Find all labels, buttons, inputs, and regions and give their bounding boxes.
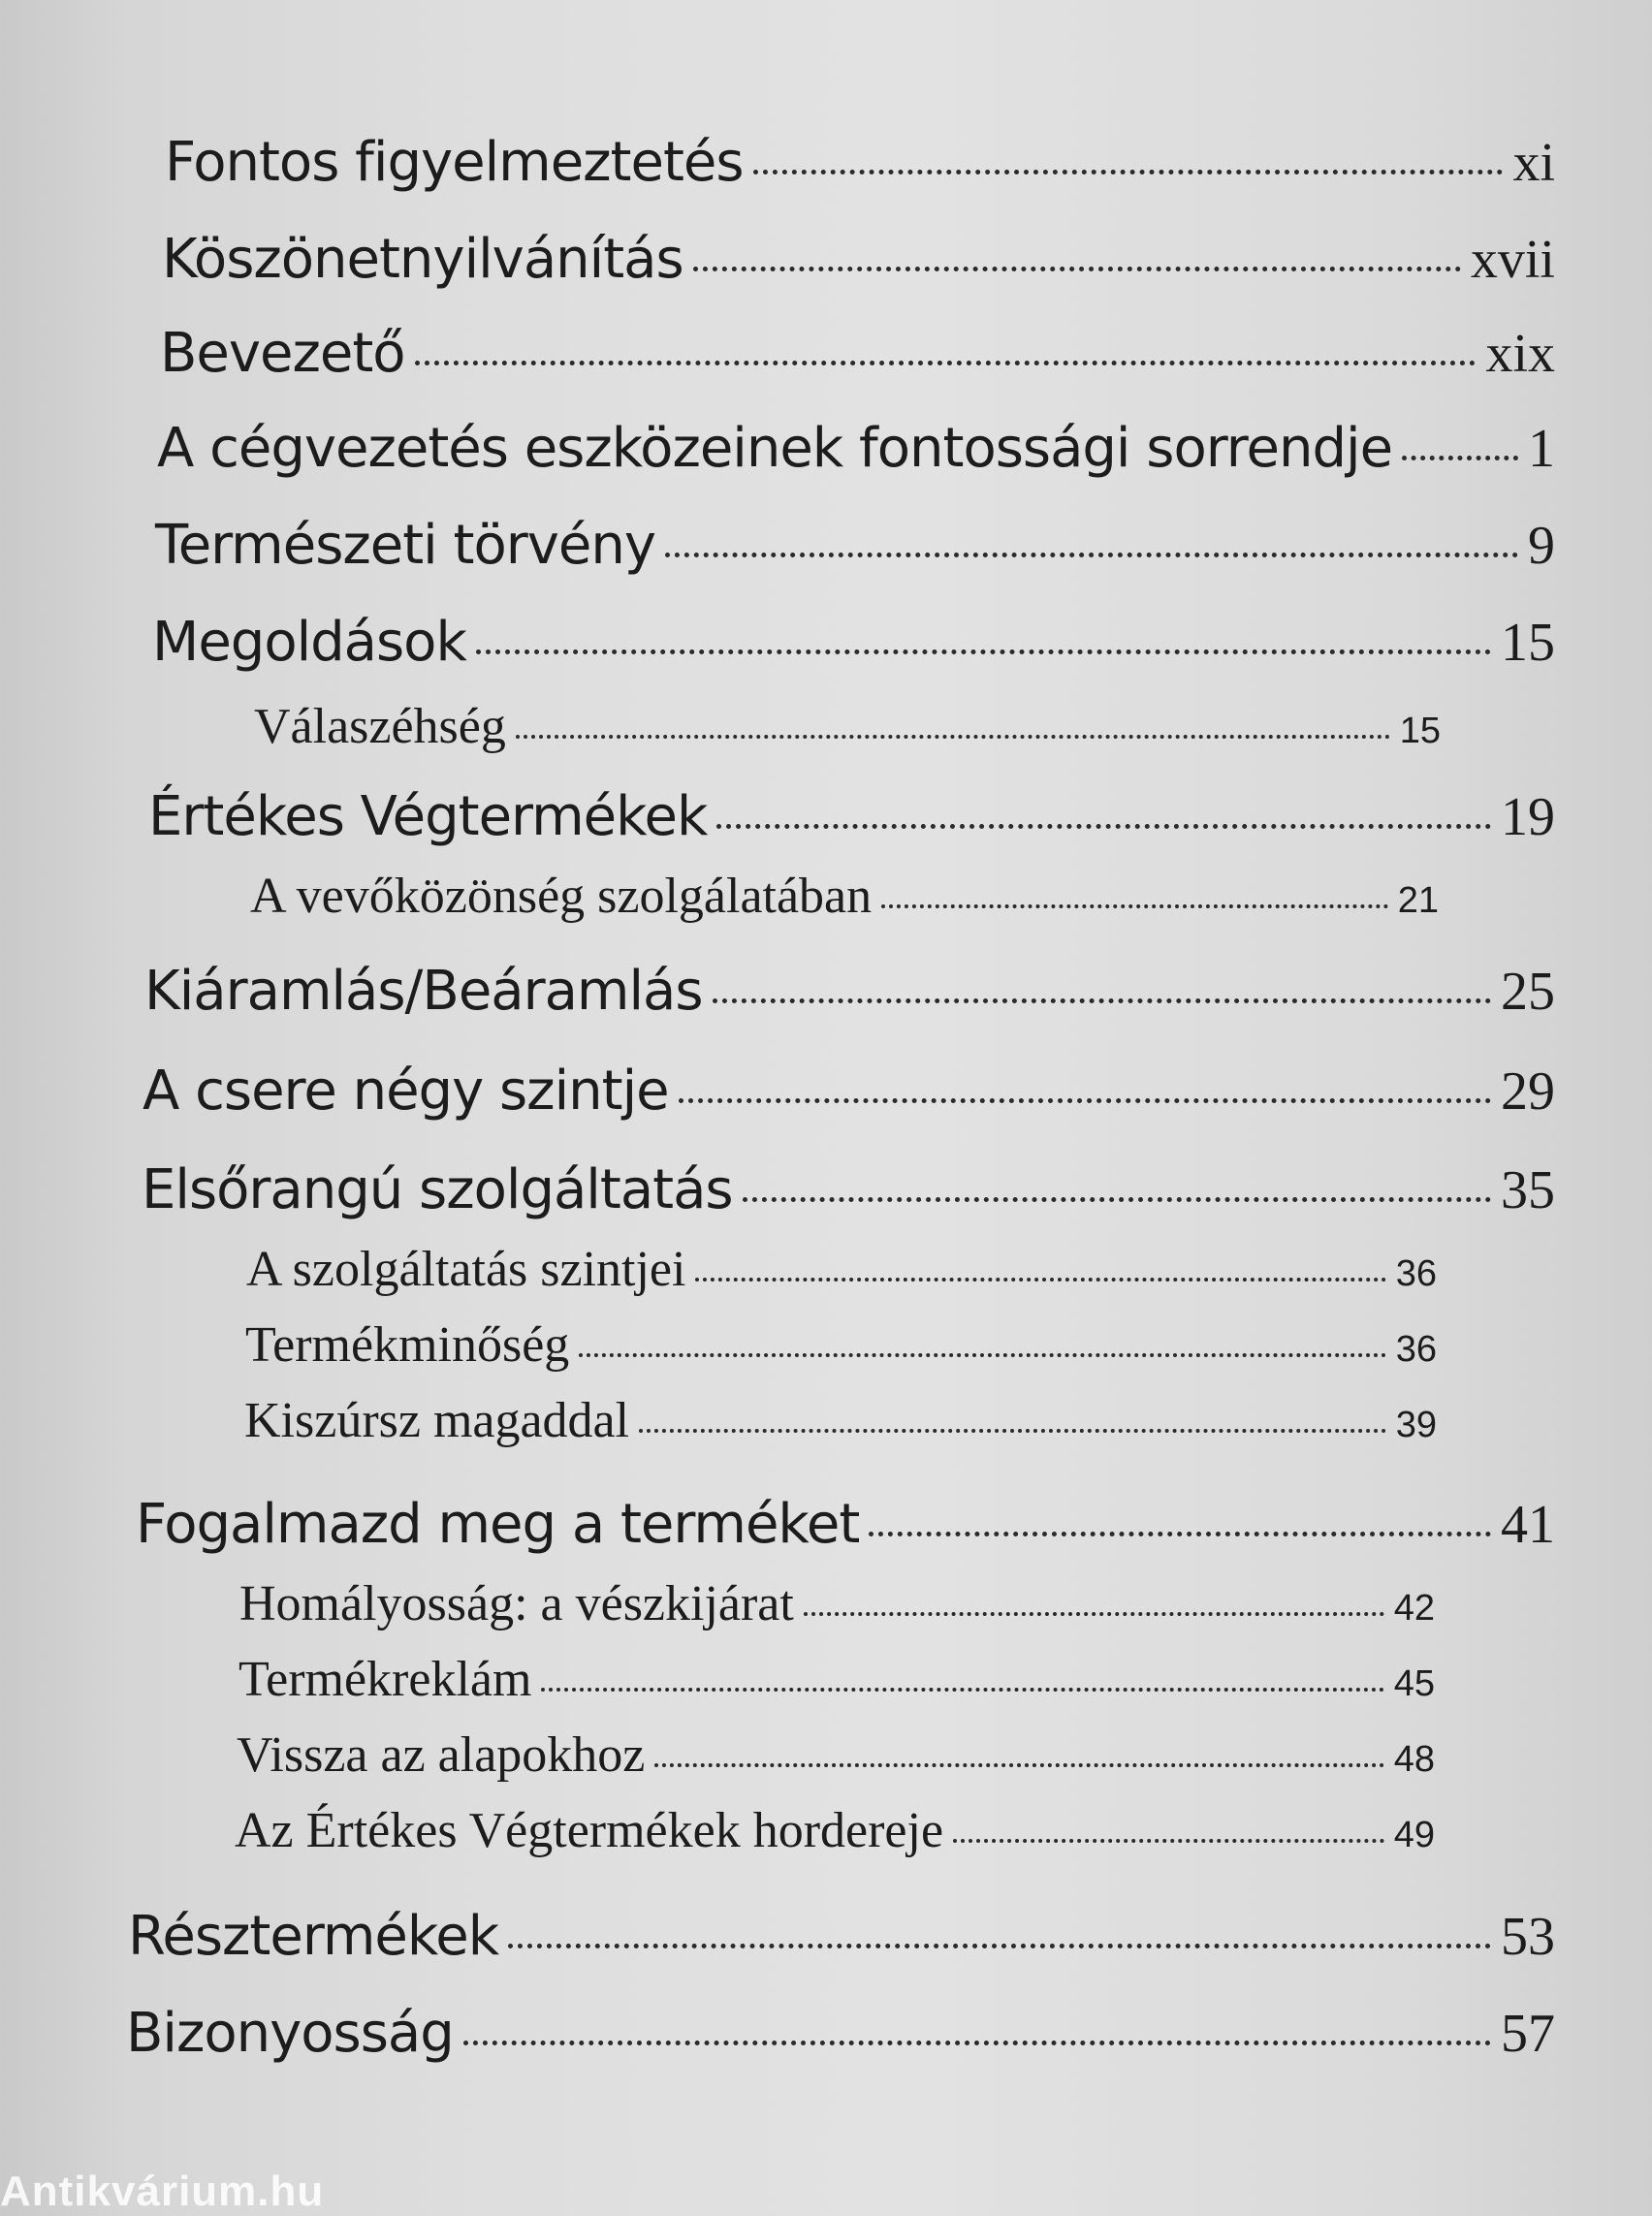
toc-subentry: [238, 1651, 1435, 1708]
toc-entry-title: Elsőrangú szolgáltatás: [142, 1158, 733, 1221]
dot-leader: [508, 1944, 1491, 1948]
toc-entry-title: Kiáramlás/Beáramlás: [144, 960, 703, 1023]
toc-entry-title: Termékreklám: [238, 1652, 532, 1707]
dot-leader: [516, 735, 1390, 739]
dot-leader: [869, 1532, 1491, 1536]
toc-entry-title: Vissza az alapokhoz: [237, 1727, 646, 1783]
toc-entry: [162, 228, 1555, 291]
toc-entry-title: A cégvezetés eszközeinek fontossági sorrendje: [157, 417, 1393, 480]
toc-subentry: [250, 868, 1439, 925]
dot-leader: [804, 1612, 1384, 1616]
toc-entry-page: 36: [1395, 1329, 1437, 1370]
dot-leader: [1402, 456, 1518, 460]
toc-entry: [128, 1905, 1555, 1968]
toc-entry-page: 57: [1501, 2004, 1555, 2064]
dot-leader: [716, 824, 1491, 829]
dot-leader: [743, 1197, 1491, 1202]
toc-entry-title: Az Értékes Végtermékek hordereje: [235, 1803, 944, 1858]
dot-leader: [463, 2041, 1491, 2045]
toc-entry-title: Köszönetnyilvánítás: [162, 228, 683, 291]
toc-subentry: [254, 698, 1441, 755]
dot-leader: [713, 998, 1491, 1003]
toc-entry-page: 42: [1393, 1588, 1435, 1629]
toc-entry-title: A vevőközönség szolgálatában: [250, 869, 873, 924]
toc-entry-title: Bevezető: [160, 322, 405, 385]
toc-entry-page: 41: [1501, 1495, 1555, 1555]
toc-entry-page: 45: [1393, 1663, 1435, 1704]
dot-leader: [665, 553, 1518, 557]
toc-entry: [157, 417, 1555, 480]
dot-leader: [753, 170, 1504, 174]
dot-leader: [541, 1688, 1383, 1692]
dot-leader: [415, 361, 1477, 365]
toc-entry-title: A csere négy szintje: [143, 1060, 669, 1123]
dot-leader: [476, 649, 1491, 654]
toc-entry-page: 1: [1528, 419, 1555, 479]
toc-entry-page: 53: [1501, 1907, 1555, 1967]
toc-entry-title: Résztermékek: [128, 1905, 499, 1968]
toc-entry-page: 39: [1395, 1405, 1437, 1445]
dot-leader: [654, 1763, 1383, 1767]
toc-entry-title: Természeti törvény: [155, 514, 655, 577]
toc-entry-title: Fontos figyelmeztetés: [165, 131, 744, 194]
dot-leader: [693, 267, 1461, 271]
toc-entry-page: 19: [1501, 787, 1555, 847]
toc-entry: [143, 1060, 1555, 1123]
toc-subentry: [235, 1802, 1435, 1859]
toc-subentry: [239, 1575, 1435, 1632]
toc-entry-page: xix: [1485, 324, 1555, 384]
toc-entry-page: xi: [1512, 133, 1555, 193]
dot-leader: [679, 1098, 1491, 1103]
toc-entry-page: 15: [1399, 711, 1441, 751]
toc-entry-title: Homályosság: a vészkijárat: [239, 1576, 794, 1631]
toc-entry-title: Válaszéhség: [254, 699, 506, 754]
toc-entry: [148, 785, 1555, 848]
toc-subentry: [237, 1726, 1435, 1784]
toc-subentry: [244, 1392, 1437, 1449]
toc-entry-page: xvii: [1470, 230, 1555, 290]
toc-entry: [126, 2002, 1555, 2065]
dot-leader: [953, 1839, 1384, 1843]
toc-entry-page: 48: [1393, 1739, 1435, 1780]
toc-entry-page: 36: [1395, 1253, 1437, 1294]
toc-entry-page: 49: [1393, 1815, 1435, 1855]
dot-leader: [881, 904, 1388, 908]
toc-entry-title: Kiszúrsz magaddal: [244, 1393, 630, 1448]
toc-subentry: [246, 1241, 1437, 1298]
dot-leader: [639, 1429, 1386, 1433]
toc-entry-page: 15: [1501, 613, 1555, 673]
toc-entry-page: 25: [1501, 962, 1555, 1022]
toc-entry: [144, 960, 1555, 1023]
toc-entry-page: 9: [1528, 516, 1555, 576]
toc-entry: [152, 611, 1555, 674]
toc-entry-title: Értékes Végtermékek: [148, 785, 708, 848]
toc-entry-title: Fogalmazd meg a terméket: [136, 1493, 860, 1556]
toc-entry: [155, 514, 1555, 577]
watermark: Antikvárium.hu: [0, 2168, 325, 2215]
toc-entry-page: 29: [1501, 1061, 1555, 1122]
toc-entry: [142, 1158, 1555, 1221]
toc-entry: [165, 131, 1555, 194]
toc-entry-title: Bizonyosság: [126, 2002, 454, 2065]
toc-entry-page: 35: [1501, 1160, 1555, 1220]
dot-leader: [695, 1278, 1385, 1282]
dot-leader: [579, 1353, 1385, 1357]
toc-entry: [136, 1493, 1555, 1556]
toc-entry-title: Megoldások: [152, 611, 466, 674]
toc-entry: [160, 322, 1555, 385]
toc-subentry: [245, 1316, 1437, 1374]
toc-entry-page: 21: [1397, 880, 1439, 921]
toc-entry-title: Termékminőség: [245, 1317, 570, 1373]
toc-entry-title: A szolgáltatás szintjei: [246, 1242, 686, 1297]
